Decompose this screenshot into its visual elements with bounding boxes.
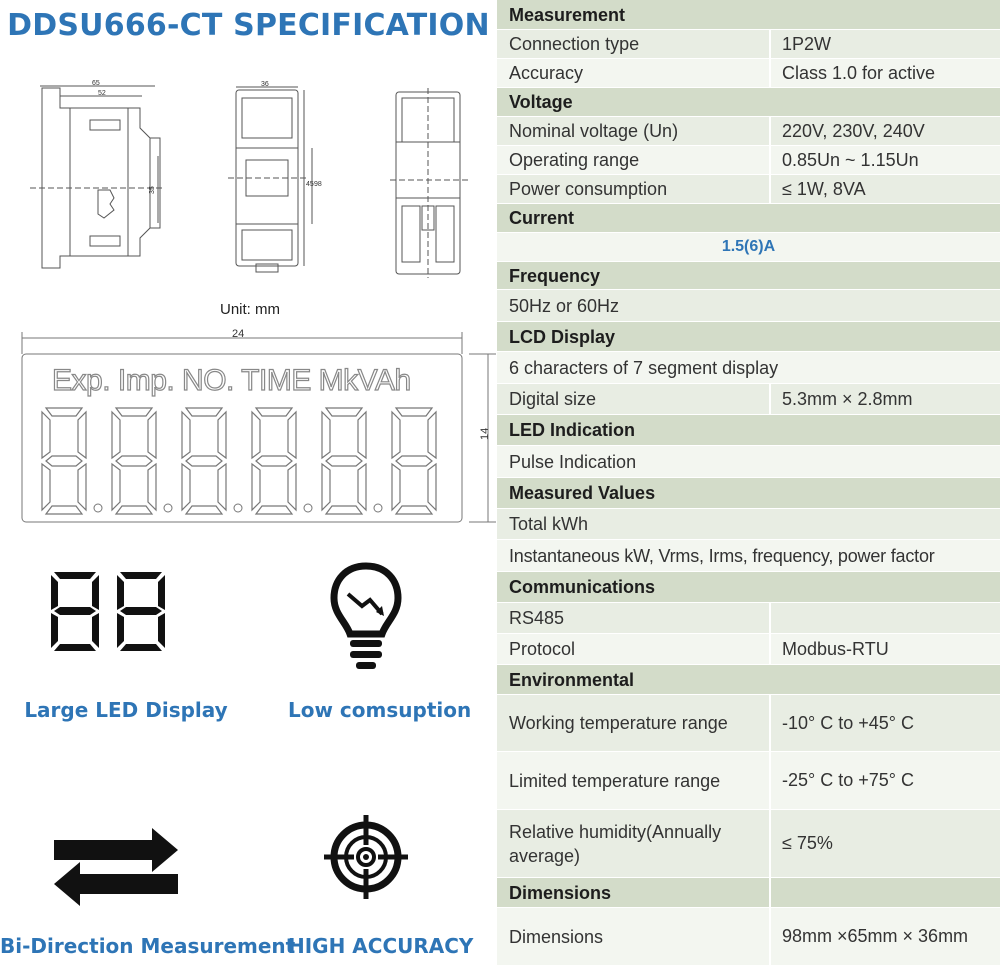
table-row: Operating range 0.85Un ~ 1.15Un [497, 146, 1000, 175]
table-row: Total kWh [497, 509, 1000, 540]
table-row: Accuracy Class 1.0 for active [497, 59, 1000, 88]
front-view-drawing [228, 78, 323, 278]
left-panel [0, 0, 497, 966]
page-title: DDSU666-CT SPECIFICATION [7, 8, 490, 43]
side-view-drawing [30, 78, 170, 278]
large-led-label: Large LED Display [24, 698, 228, 722]
section-lcd: LCD Display [497, 322, 1000, 352]
table-row: Digital size 5.3mm × 2.8mm [497, 384, 1000, 415]
dim-14: 14 [479, 427, 491, 440]
bidirection-label: Bi-Direction Measurement [0, 934, 296, 958]
lcd-annunciators: Exp. Imp. NO. TIME MkVAh [52, 364, 411, 397]
section-measured: Measured Values [497, 478, 1000, 509]
dim-36: 36 [261, 81, 269, 88]
table-row: Working temperature range -10° C to +45° C [497, 695, 1000, 752]
unit-label: Unit: mm [220, 301, 280, 318]
section-voltage: Voltage [497, 88, 1000, 117]
table-row: Nominal voltage (Un) 220V, 230V, 240V [497, 117, 1000, 146]
dim-45: 45 [306, 181, 314, 188]
table-row: Connection type 1P2W [497, 30, 1000, 59]
table-row: Power consumption ≤ 1W, 8VA [497, 175, 1000, 204]
table-row: Relative humidity(Annually average) ≤ 75% [497, 810, 1000, 878]
dim-52: 52 [98, 90, 106, 97]
high-accuracy-label: HIGH ACCURACY [288, 934, 474, 958]
table-row: Instantaneous kW, Vrms, Irms, frequency, power factor [497, 540, 1000, 572]
section-frequency: Frequency [497, 262, 1000, 290]
table-row: 1.5(6)A [497, 233, 1000, 262]
section-measurement: Measurement [497, 0, 1000, 30]
dim-65: 65 [92, 80, 100, 87]
dim-24: 24 [232, 328, 245, 340]
low-consumption-label: Low comsuption [288, 698, 472, 722]
table-row: RS485 [497, 603, 1000, 634]
table-row: Dimensions 98mm ×65mm × 36mm [497, 908, 1000, 966]
section-environmental: Environmental [497, 665, 1000, 695]
led-display-icon [48, 570, 172, 652]
table-row: Pulse Indication [497, 446, 1000, 478]
lcd-digits [36, 406, 456, 516]
target-icon [324, 815, 408, 899]
section-dimensions: Dimensions [497, 878, 1000, 908]
bulb-icon [330, 562, 402, 672]
table-row: Protocol Modbus-RTU [497, 634, 1000, 665]
back-view-drawing [390, 88, 470, 278]
section-current: Current [497, 204, 1000, 233]
table-row: 6 characters of 7 segment display [497, 352, 1000, 384]
dim-98: 98 [314, 181, 322, 188]
section-comms: Communications [497, 572, 1000, 603]
dim-35: 35 [149, 186, 156, 194]
bidirection-icon [52, 826, 180, 906]
table-row: 50Hz or 60Hz [497, 290, 1000, 322]
section-led: LED Indication [497, 415, 1000, 446]
table-row: Limited temperature range -25° C to +75° C [497, 752, 1000, 810]
led-icon-digits-value [0, 0, 1, 1]
